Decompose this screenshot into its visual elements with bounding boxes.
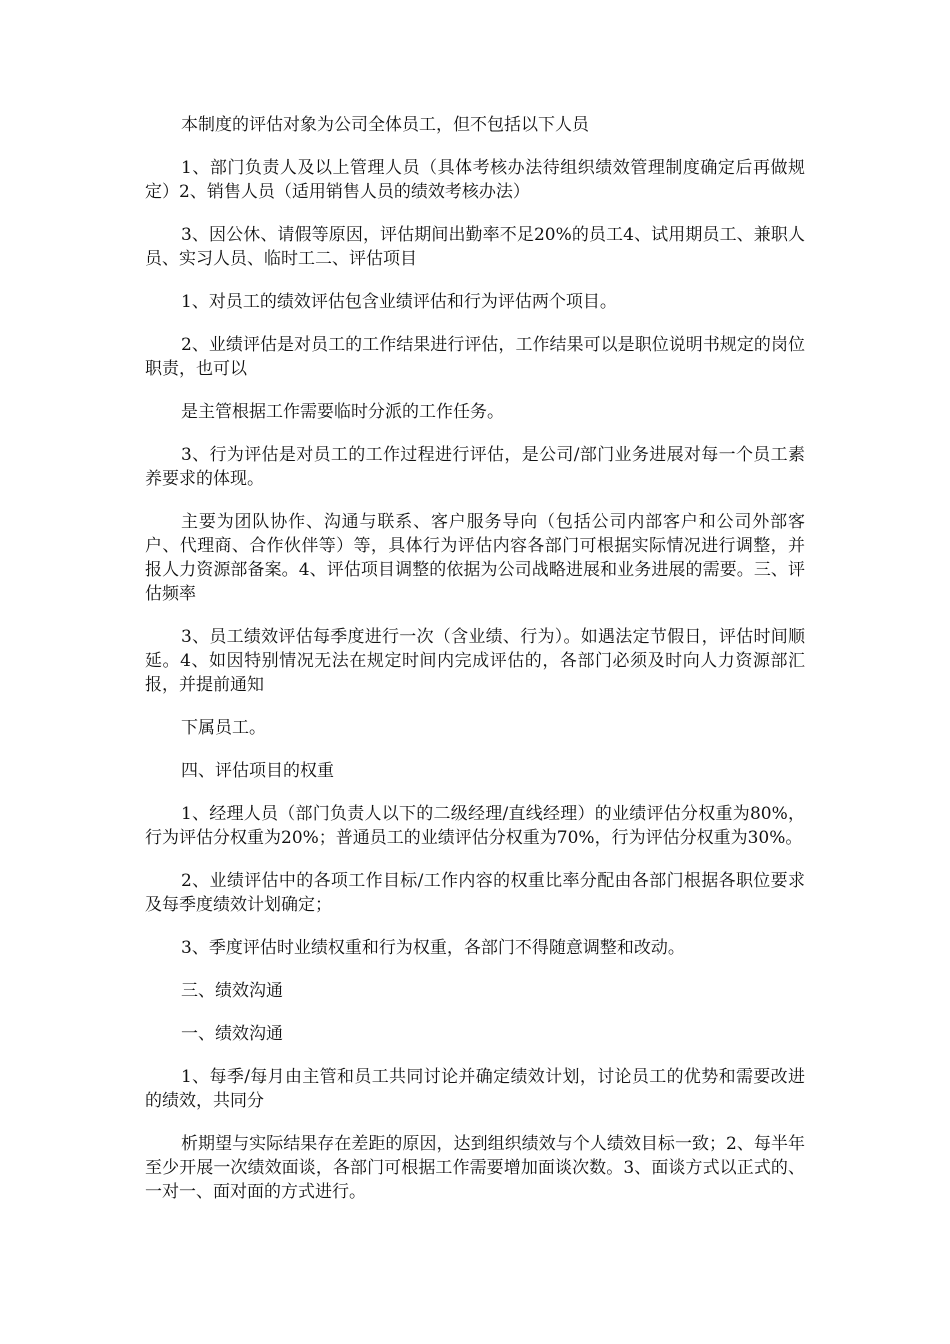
paragraph-8: 主要为团队协作、沟通与联系、客户服务导向（包括公司内部客户和公司外部客户、代理商、合作伙伴等）等，具体行为评估内容各部门可根据实际情况进行调整，并报人力资源部备案。4、评估项目调整的依据为公司战略进展和业务进展的需要。三、评估频率 bbox=[145, 512, 805, 604]
paragraph-3: 3、因公休、请假等原因，评估期间出勤率不足20%的员工4、试用期员工、兼职人员、实习人员、临时工二、评估项目 bbox=[145, 225, 805, 269]
section-heading-communication: 三、绩效沟通 bbox=[181, 981, 283, 1001]
paragraph-10: 下属员工。 bbox=[181, 718, 266, 738]
paragraph-12: 1、经理人员（部门负责人以下的二级经理/直线经理）的业绩评估分权重为80%，行为评估分权重为20%；普通员工的业绩评估分权重为70%，行为评估分权重为30%。 bbox=[145, 804, 805, 848]
paragraph-7: 3、行为评估是对员工的工作过程进行评估，是公司/部门业务进展对每一个员工素养要求的体现。 bbox=[145, 445, 805, 489]
paragraph-13: 2、业绩评估中的各项工作目标/工作内容的权重比率分配由各部门根据各职位要求及每季度绩效计划确定； bbox=[145, 871, 805, 915]
paragraph-1: 本制度的评估对象为公司全体员工，但不包括以下人员 bbox=[181, 115, 589, 135]
paragraph-14: 3、季度评估时业绩权重和行为权重，各部门不得随意调整和改动。 bbox=[181, 938, 685, 958]
paragraph-4: 1、对员工的绩效评估包含业绩评估和行为评估两个项目。 bbox=[181, 292, 617, 312]
paragraph-17: 1、每季/每月由主管和员工共同讨论并确定绩效计划，讨论员工的优势和需要改进的绩效，共同分 bbox=[145, 1067, 805, 1111]
paragraph-5: 2、业绩评估是对员工的工作结果进行评估，工作结果可以是职位说明书规定的岗位职责，也可以 bbox=[145, 335, 805, 379]
paragraph-6: 是主管根据工作需要临时分派的工作任务。 bbox=[181, 402, 504, 422]
paragraph-9: 3、员工绩效评估每季度进行一次（含业绩、行为）。如遇法定节假日，评估时间顺延。4、如因特别情况无法在规定时间内完成评估的，各部门必须及时向人力资源部汇报，并提前通知 bbox=[145, 627, 805, 695]
section-heading-weights: 四、评估项目的权重 bbox=[181, 761, 334, 781]
paragraph-2: 1、部门负责人及以上管理人员（具体考核办法待组织绩效管理制度确定后再做规定）2、销售人员（适用销售人员的绩效考核办法） bbox=[145, 158, 805, 202]
subsection-heading-communication: 一、绩效沟通 bbox=[181, 1024, 283, 1044]
paragraph-18: 析期望与实际结果存在差距的原因，达到组织绩效与个人绩效目标一致；2、每半年至少开展一次绩效面谈，各部门可根据工作需要增加面谈次数。3、面谈方式以正式的、一对一、面对面的方式进行。 bbox=[145, 1134, 805, 1202]
document-body bbox=[145, 113, 805, 1223]
